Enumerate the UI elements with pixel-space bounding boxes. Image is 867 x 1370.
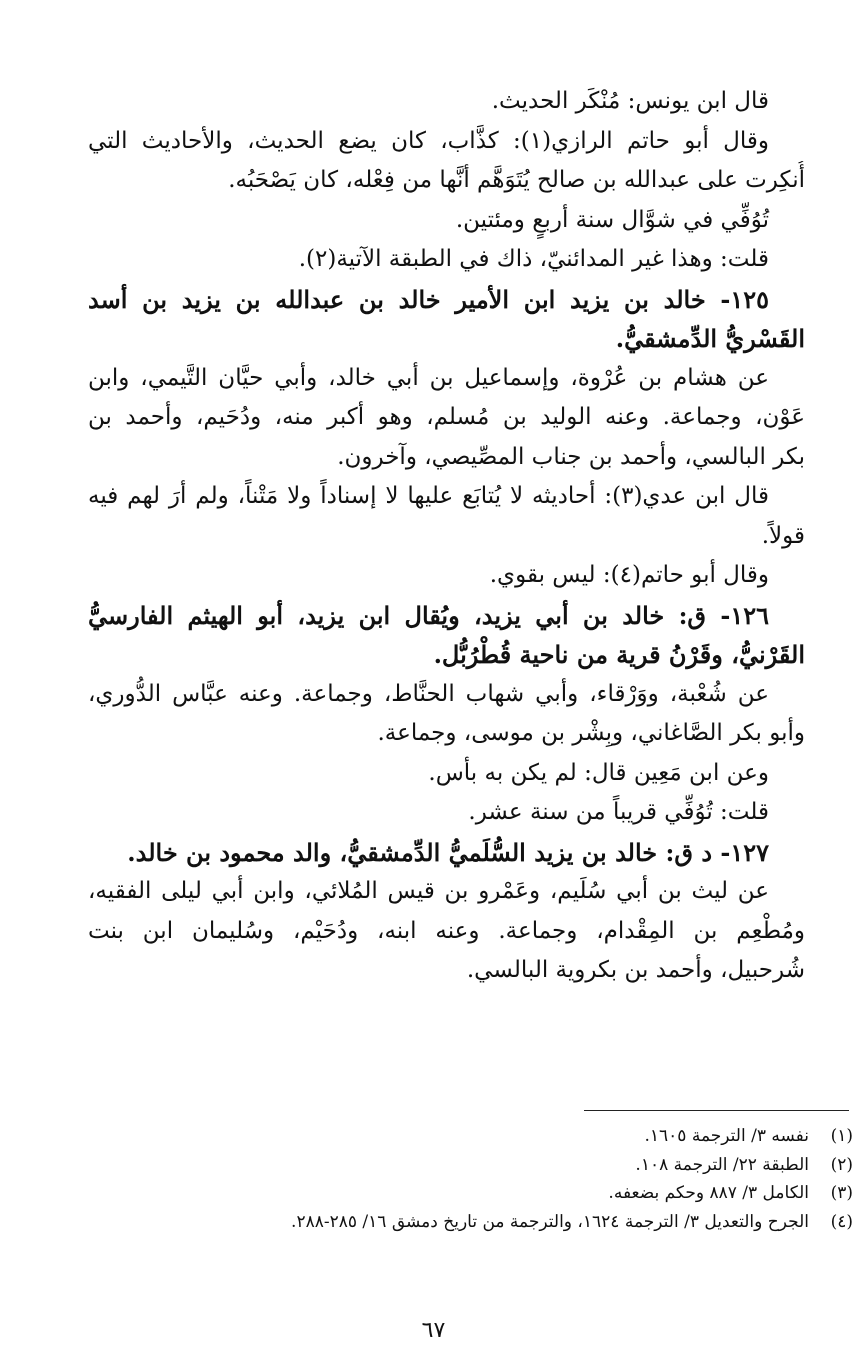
text-line: أُنكِرت على عبدالله بن صالح يُتَوَهَّم أنَّها من فِعْله، كان يَصْحَبُه.: [228, 167, 805, 193]
text-line: قال ابن يونس: مُنْكَر الحديث.: [491, 88, 769, 114]
entry-heading-line: ١٢٧- د ق: خالد بن يزيد السُّلَميُّ الدِّمشقيُّ، والد محمود بن خالد.: [127, 837, 769, 867]
footnote-text: الكامل ٣/ ٨٨٧ وحكم بضعفه.: [608, 1183, 809, 1203]
footnote-number: (٣): [830, 1183, 853, 1203]
entry-heading-line: القَرْنيُّ، وقَرْنُ قرية من ناحية قُطْرُبُّل.: [433, 640, 805, 669]
text-line: شُرحبيل، وأحمد بن بكروية البالسي.: [466, 957, 805, 983]
text-line: عن شُعْبة، ووَرْقاء، وأبي شهاب الحنَّاط، وجماعة. وعنه عبَّاس الدُّوري،: [88, 680, 769, 707]
footnote-number: (٢): [830, 1154, 853, 1175]
main-text: [88, 82, 805, 991]
entry-heading-line: ١٢٦- ق: خالد بن أبي يزيد، ويُقال ابن يزيد، أبو الهيثم الفارسيُّ: [88, 600, 769, 630]
text-line: وقال أبو حاتم(٤): ليس بقوي.: [489, 562, 769, 588]
text-line: قال ابن عدي(٣): أحاديثه لا يُتابَع عليها لا إسناداً ولا مَتْناً، ولم أرَ لهم فيه: [88, 483, 769, 509]
entry-heading-line: ١٢٥- خالد بن يزيد ابن الأمير خالد بن عبدالله بن يزيد بن أسد: [88, 284, 769, 314]
footnote-separator: [584, 1110, 849, 1111]
footnotes: [60, 1122, 853, 1236]
footnote: [60, 1208, 853, 1237]
text-line: قولاً.: [761, 522, 805, 549]
text-line: عن هشام بن عُرْوة، وإسماعيل بن أبي خالد، وأبي حيَّان التَّيمي، وابن: [88, 364, 769, 391]
text-line: بكر البالسي، وأحمد بن جناب المصِّيصي، وآخرون.: [337, 443, 805, 470]
footnote-number: (٤): [830, 1211, 853, 1232]
footnote: [60, 1179, 853, 1208]
text-line: ومُطْعِم بن المِقْدام، وجماعة. وعنه ابنه، ودُحَيْم، وسُليمان ابن بنت: [88, 917, 805, 944]
page-number: ٦٧: [421, 1318, 446, 1343]
footnote-number: (١): [830, 1126, 853, 1146]
text-line: قلت: وهذا غير المدائنيّ، ذاك في الطبقة الآتية(٢).: [298, 246, 769, 272]
text-line: وقال أبو حاتم الرازي(١): كذَّاب، كان يضع الحديث، والأحاديث التي: [88, 127, 769, 154]
entry-heading-line: القَسْريُّ الدِّمشقيُّ.: [615, 324, 805, 353]
text-line: وأبو بكر الصَّاغاني، وبِشْر بن موسى، وجماعة.: [377, 720, 805, 746]
footnote-text: الطبقة ٢٢/ الترجمة ١٠٨.: [635, 1154, 809, 1175]
text-line: تُوُفِّي في شوَّال سنة أربعٍ ومئتين.: [455, 206, 769, 233]
text-line: قلت: تُوُفِّي قريباً من سنة عشر.: [468, 799, 769, 825]
text-line: وعن ابن مَعِين قال: لم يكن به بأس.: [428, 759, 769, 786]
text-line: عَوْن، وجماعة. وعنه الوليد بن مُسلم، وهو أكبر منه، ودُحَيم، وأحمد بن: [88, 404, 805, 430]
footnote-text: نفسه ٣/ الترجمة ١٦٠٥.: [644, 1126, 809, 1146]
footnote-text: الجرح والتعديل ٣/ الترجمة ١٦٢٤، والترجمة من تاريخ دمشق ١٦/ ٢٨٥-٢٨٨.: [291, 1211, 809, 1232]
text-line: عن ليث بن أبي سُلَيم، وعَمْرو بن قيس المُلائي، وابن أبي ليلى الفقيه،: [88, 878, 769, 904]
footnote: [60, 1122, 853, 1151]
footnote: [60, 1151, 853, 1180]
